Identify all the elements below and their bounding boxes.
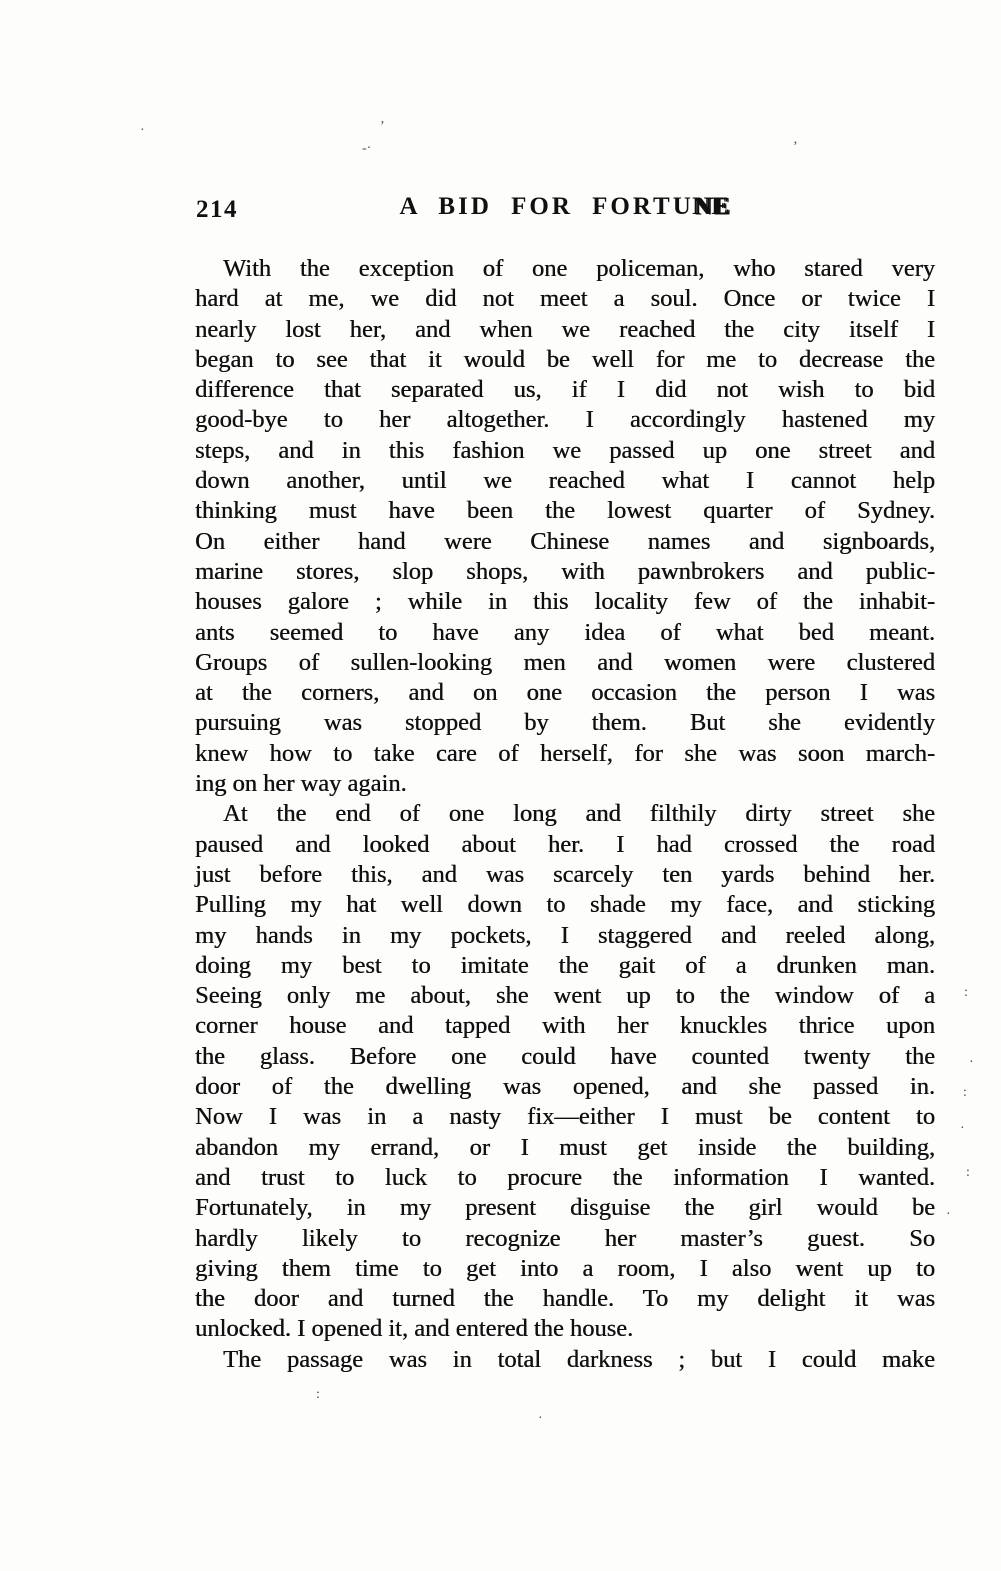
page-header-title: [195, 193, 935, 221]
scan-speck: ·: [538, 1411, 543, 1426]
scan-speck: :: [964, 985, 968, 1000]
text-line: Groups of sullen-looking men and women were clustered: [195, 648, 935, 676]
text-line: hardly likely to recognize her master’s guest. So: [195, 1224, 935, 1252]
text-line: thinking must have been the lowest quarter of Sydney.: [195, 497, 935, 525]
text-line: Fortunately, in my present disguise the girl would be: [195, 1194, 935, 1222]
text-line: began to see that it would be well for me to decrease the: [195, 345, 935, 373]
text-line: at the corners, and on one occasion the person I was: [195, 679, 935, 707]
text-line: paused and looked about her. I had crossed the road: [195, 830, 935, 858]
text-line: difference that separated us, if I did not wish to bid: [195, 376, 935, 404]
text-line: The passage was in total darkness ; but I could make: [223, 1345, 935, 1373]
paragraph: [195, 799, 935, 1344]
text-line: knew how to take care of herself, for she was soon march-: [195, 739, 935, 767]
scan-speck: :: [316, 1387, 320, 1402]
text-line: door of the dwelling was opened, and she passed in.: [195, 1073, 935, 1101]
text-line: my hands in my pockets, I staggered and reeled along,: [195, 921, 935, 949]
text-line: giving them time to get into a room, I also went up to: [195, 1254, 935, 1282]
scan-speck: ‚: [793, 132, 798, 147]
text-line: abandon my errand, or I must get inside the building,: [195, 1133, 935, 1161]
paragraph: [195, 1345, 935, 1375]
text-line: pursuing was stopped by them. But she evidently: [195, 709, 935, 737]
text-line: Now I was in a nasty fix—either I must be content to: [195, 1103, 935, 1131]
paragraph: [195, 254, 935, 799]
text-line: doing my best to imitate the gait of a drunken man.: [195, 951, 935, 979]
text-line: ing on her way again.: [195, 770, 407, 798]
text-line: Seeing only me about, she went up to the window of a: [195, 982, 935, 1010]
title-main: A BID FOR FORTU: [399, 193, 694, 220]
text-line: good-bye to her altogether. I accordingly hastened my: [195, 406, 935, 434]
text-line: On either hand were Chinese names and signboards,: [195, 527, 935, 555]
scan-speck: :: [966, 1165, 970, 1180]
scan-speck: -·: [362, 141, 372, 156]
text-line: and trust to luck to procure the information I wanted.: [195, 1163, 935, 1191]
text-line: corner house and tapped with her knuckles thrice upon: [195, 1012, 935, 1040]
text-line: the glass. Before one could have counted twenty the: [195, 1042, 935, 1070]
scan-speck: ·: [969, 1055, 974, 1070]
text-line: nearly lost her, and when we reached the city itself I: [195, 315, 935, 343]
text-line: down another, until we reached what I cannot help: [195, 467, 935, 495]
scan-speck: ·: [960, 1121, 965, 1136]
text-line: Pulling my hat well down to shade my face, and sticking: [195, 891, 935, 919]
scan-speck: :: [963, 1085, 967, 1100]
page-body: [195, 254, 935, 1375]
text-line: steps, and in this fashion we passed up one street and: [195, 436, 935, 464]
text-line: With the exception of one policeman, who stared very: [223, 255, 935, 282]
text-line: hard at me, we did not meet a soul. Once or twice I: [195, 285, 935, 313]
text-line: just before this, and was scarcely ten yards behind her.: [195, 860, 935, 888]
text-line: unlocked. I opened it, and entered the house.: [195, 1315, 634, 1343]
scan-speck: ·: [946, 1207, 951, 1222]
title-smudged-letters: NE: [693, 193, 731, 220]
text-line: the door and turned the handle. To my delight it was: [195, 1285, 935, 1313]
page-number: 214: [196, 196, 238, 223]
text-line: ants seemed to have any idea of what bed meant.: [195, 618, 935, 646]
scan-speck: ’: [380, 119, 385, 134]
text-line: marine stores, slop shops, with pawnbrokers and public-: [195, 557, 935, 585]
text-line: houses galore ; while in this locality few of the inhabit-: [195, 588, 935, 616]
scan-speck: ·: [140, 123, 145, 138]
text-line: At the end of one long and filthily dirty street she: [223, 800, 935, 828]
